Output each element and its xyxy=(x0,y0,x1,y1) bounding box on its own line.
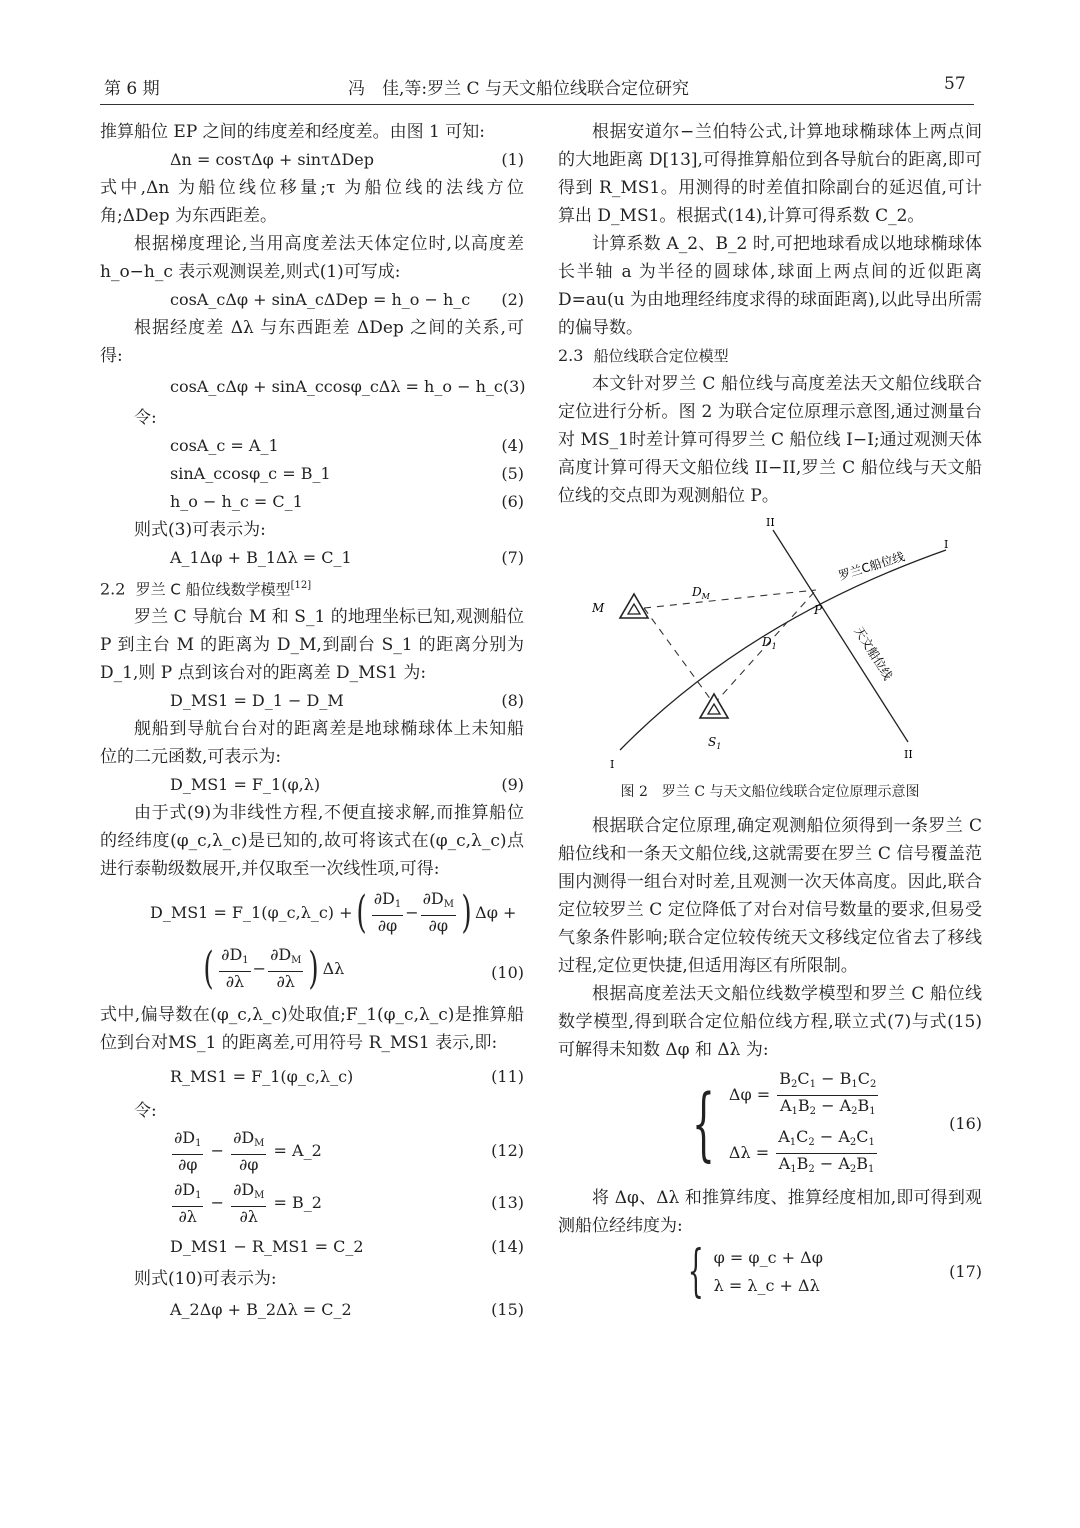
header-rule xyxy=(100,104,974,105)
left-column xyxy=(100,118,524,1327)
label-celestial-line: 天文船位线 xyxy=(851,624,896,683)
label-M: M xyxy=(592,601,605,615)
paragraph: 根据梯度理论,当用高度差法天体定位时,以高度差 h_o−h_c 表示观测误差,则式(1)可写成: xyxy=(100,234,524,282)
label-DM: $D_M$ xyxy=(692,585,710,601)
equation-7: A_1Δφ + B_1Δλ = C_1 (7) xyxy=(170,548,524,567)
paragraph: 将 Δφ、Δλ 和推算纬度、推算经度相加,即可得到观测船位经纬度为: xyxy=(558,1188,982,1236)
paragraph: 罗兰 C 导航台 M 和 S_1 的地理坐标已知,观测船位 P 到主台 M 的距离为 D_M,到副台 S_1 的距离分别为 D_1,则 P 点到该台对的距离差 D_MS1 为: xyxy=(100,607,524,684)
label-loran-line: 罗兰C船位线 xyxy=(836,549,907,583)
equation-11: R_MS1 = F_1(φ_c,λ_c) (11) xyxy=(170,1067,524,1087)
right-column xyxy=(558,118,982,1304)
paragraph: 式中,偏导数在(φ_c,λ_c)处取值;F_1(φ_c,λ_c)是推算船位到台对MS_1 的距离差,可用符号 R_MS1 表示,即: xyxy=(100,1005,524,1054)
label-II-bottom: II xyxy=(904,748,913,761)
paragraph: 根据联合定位原理,确定观测船位须得到一条罗兰 C 船位线和一条天文船位线,这就需要在罗兰 C 信号覆盖范围内测得一组台对时差,且观测一次天体高度。因此,联合定位较罗兰 C 定位降低了对台对信号数量的要求,但易受气象条件影响;联合定位较传统天文移线定位省去了移线过程,定位更快捷,但适用海区有所限制。 xyxy=(558,816,982,976)
dashed-line-M-S1 xyxy=(644,608,714,704)
paragraph: 令: xyxy=(134,1101,157,1122)
equation-6: h_o − h_c = C_1 (6) xyxy=(170,492,524,511)
equation-16: { Δφ = $\frac{B_2C_1 - B_1C_2}{A_1B_2 - A_2B_1}$ Δλ = $\frac{A_1C_2 - A_2C_1}{A_1B_2 - A_2B_1}$ (16) xyxy=(691,1068,982,1175)
paragraph: 则式(10)可表示为: xyxy=(134,1269,277,1290)
label-D1: $D_1$ xyxy=(762,635,777,651)
equation-15: A_2Δφ + B_2Δλ = C_2 (15) xyxy=(170,1300,524,1320)
paragraph: 则式(3)可表示为: xyxy=(134,520,266,540)
label-II-top: II xyxy=(766,516,775,529)
paragraph: 式中,Δn 为船位线位移量;τ 为船位线的法线方位角;ΔDep 为东西距差。 xyxy=(100,178,524,226)
paragraph: 本文针对罗兰 C 船位线与高度差法天文船位线联合定位进行分析。图 2 为联合定位原理示意图,通过测量台对 MS_1时差计算可得罗兰 C 船位线 I−I;通过观测天体高度计算可得天文船位线 II−II,罗兰 C 船位线与天文船位线的交点即为观测船位 P。 xyxy=(558,374,982,506)
paragraph: 根据经度差 Δλ 与东西距差 ΔDep 之间的关系,可得: xyxy=(100,318,524,366)
label-I-right: I xyxy=(944,538,949,551)
paragraph: 舰船到导航台台对的距离差是地球椭球体上未知船位的二元函数,可表示为: xyxy=(100,719,524,768)
equation-17: { φ = φ_c + Δφ λ = λ_c + Δλ (17) xyxy=(687,1239,982,1304)
paragraph: 由于式(9)为非线性方程,不便直接求解,而推算船位的经纬度(φ_c,λ_c)是已知的,故可将该式在(φ_c,λ_c)点进行泰勒级数展开,并仅取至一次线性项,可得: xyxy=(100,803,524,880)
running-title: 冯 佳,等:罗兰 C 与天文船位线联合定位研究 xyxy=(348,79,689,99)
paragraph: 根据高度差法天文船位线数学模型和罗兰 C 船位线数学模型,得到联合定位船位线方程,联立式(7)与式(15)可解得未知数 Δφ 和 Δλ 为: xyxy=(558,984,982,1060)
equation-5: sinA_ccosφ_c = B_1 (5) xyxy=(170,464,524,483)
paragraph: 令: xyxy=(134,408,157,428)
issue-number: 第 6 期 xyxy=(104,79,160,99)
paragraph: 计算系数 A_2、B_2 时,可把地球看成以地球椭球体长半轴 a 为半径的圆球体,球面上两点间的近似距离 D=au(u 为由地理经纬度求得的球面距离),以此导出所需的偏导数。 xyxy=(558,234,982,338)
equation-9: D_MS1 = F_1(φ,λ) (9) xyxy=(170,775,524,795)
equation-8: D_MS1 = D_1 − D_M (8) xyxy=(170,691,524,711)
figure-2-caption: 图 2 罗兰 C 与天文船位线联合定位原理示意图 xyxy=(620,784,920,800)
paragraph: 推算船位 EP 之间的纬度差和经度差。由图 1 可知: xyxy=(100,122,486,142)
section-heading-2-2: 2.2 罗兰 C 船位线数学模型[12] xyxy=(100,579,312,599)
label-P: P xyxy=(814,603,823,617)
label-S1: $S_1$ xyxy=(708,735,722,751)
equation-10: D_MS1 = F_1(φ_c,λ_c) + ( $\frac{\partial D_1}{\partial\varphi}$ − $\frac{\partial D_M}{\partial\varphi}$ ) Δφ + ( $\frac{\partial D_1}{\partial\lambda}$ − $\frac{\partial D_M}{\partial\lambda}$ ) Δλ (10) xyxy=(150,886,524,994)
equation-12: $\frac{\partial D_1}{\partial\varphi}$ − $\frac{\partial D_M}{\partial\varphi}$ = A_2 (12) xyxy=(174,1127,524,1174)
section-heading-2-3: 2.3 船位线联合定位模型 xyxy=(558,346,729,365)
equation-2: cosA_cΔφ + sinA_cΔDep = h_o − h_c (2) xyxy=(170,290,524,309)
page-number: 57 xyxy=(944,74,966,94)
equation-4: cosA_c = A_1 (4) xyxy=(170,436,524,455)
paragraph: 根据安道尔−兰伯特公式,计算地球椭球体上两点间的大地距离 D[13],可得推算船位到各导航台的距离,即可得到 R_MS1。用测得的时差值扣除副台的延迟值,可计算出 D_MS1。根据式(14),计算可得系数 C_2。 xyxy=(558,122,982,226)
equation-13: $\frac{\partial D_1}{\partial\lambda}$ − $\frac{\partial D_M}{\partial\lambda}$ = B_2 (13) xyxy=(174,1179,524,1226)
loran-line-I-I xyxy=(620,550,946,750)
label-I-left: I xyxy=(610,758,615,771)
figure-2-diagram xyxy=(558,510,982,776)
equation-1: Δn = cosτΔφ + sinτΔDep (1) xyxy=(170,150,524,169)
equation-3: cosA_cΔφ + sinA_ccosφ_cΔλ = h_o − h_c (3) xyxy=(170,377,526,396)
equation-14: D_MS1 − R_MS1 = C_2 (14) xyxy=(170,1237,524,1257)
dashed-line-DM xyxy=(644,590,816,608)
